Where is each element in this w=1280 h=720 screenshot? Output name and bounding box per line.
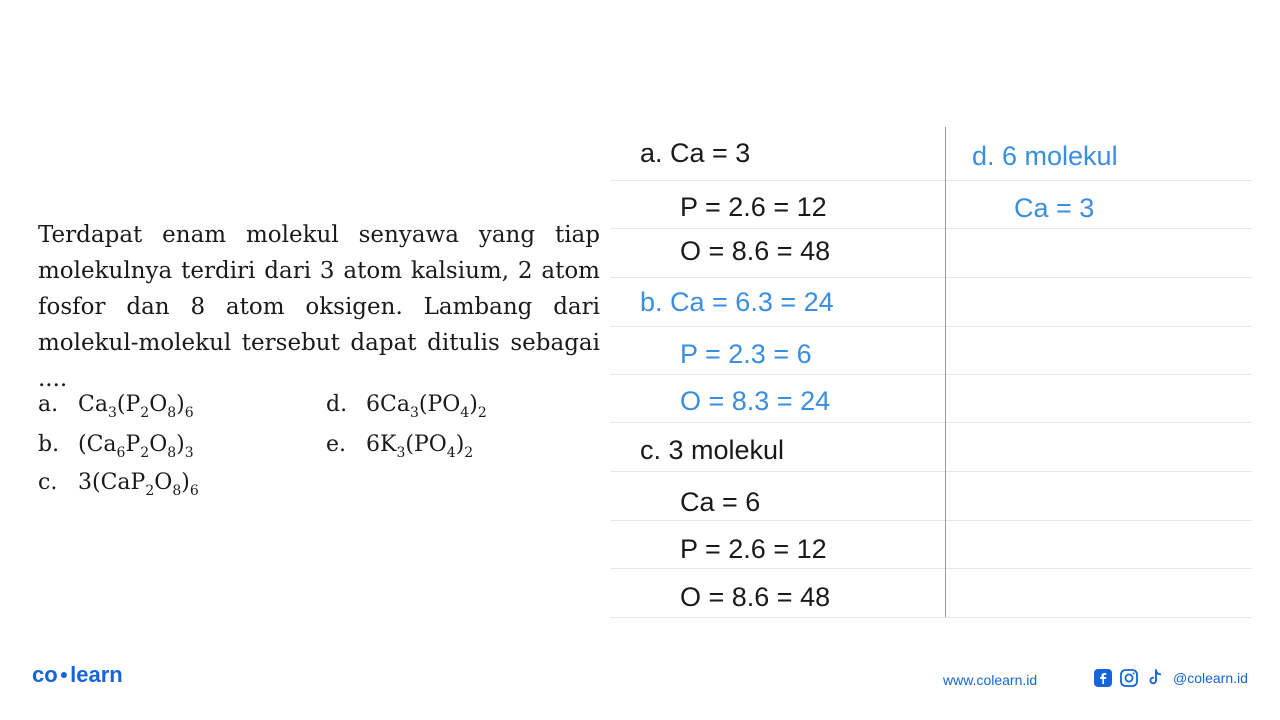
option-e-label: e. — [326, 432, 347, 457]
work-line-d-ca: Ca = 3 — [1014, 193, 1095, 223]
grid-rule — [610, 228, 1252, 229]
social-handle[interactable]: @colearn.id — [1173, 670, 1248, 686]
work-line-c-title: c. 3 molekul — [640, 435, 785, 465]
work-line-a-o: O = 8.6 = 48 — [680, 236, 831, 266]
grid-rule — [610, 471, 1252, 472]
grid-rule — [610, 520, 1252, 521]
question-text: Terdapat enam molekul senyawa yang tiap molekulnya terdiri dari 3 atom kalsium, 2 atom fosfor dan 8 atom oksigen. Lambang dari molekul-molekul tersebut dapat ditulis sebagai .... — [38, 222, 600, 392]
tiktok-icon[interactable] — [1145, 668, 1165, 688]
social-links — [1093, 668, 1248, 688]
footer-url[interactable]: www.colearn.id — [943, 672, 1038, 688]
instagram-icon[interactable] — [1119, 668, 1139, 688]
option-a: a. $Ca_3(P_2O_8)_6$ — [38, 392, 194, 421]
option-d-label: d. — [326, 392, 348, 417]
option-a-label: a. — [38, 392, 59, 417]
option-d: d. $6Ca_3(PO_4)_2$ — [326, 392, 487, 421]
work-line-a-p: P = 2.6 = 12 — [680, 192, 827, 222]
work-line-d-title: d. 6 molekul — [972, 141, 1118, 171]
column-divider — [945, 127, 946, 617]
grid-rule — [610, 422, 1252, 423]
option-b: b. $(Ca_6P_2O_8)_3$ — [38, 432, 194, 461]
option-c: c. $3(CaP_2O_8)_6$ — [38, 470, 199, 499]
work-line-b-p: P = 2.3 = 6 — [680, 339, 812, 369]
work-line-c-p: P = 2.6 = 12 — [680, 534, 827, 564]
work-line-c-o: O = 8.6 = 48 — [680, 582, 831, 612]
option-c-label: c. — [38, 470, 58, 495]
colearn-logo: co ●learn — [32, 662, 123, 687]
option-e: e. $6K_3(PO_4)_2$ — [326, 432, 474, 461]
facebook-icon[interactable] — [1093, 668, 1113, 688]
work-line-b-o: O = 8.3 = 24 — [680, 386, 831, 416]
work-line-b-ca: b. Ca = 6.3 = 24 — [640, 287, 834, 317]
grid-rule — [610, 617, 1252, 618]
work-line-c-ca: Ca = 6 — [680, 487, 761, 517]
grid-rule — [610, 277, 1252, 278]
grid-rule — [610, 180, 1252, 181]
grid-rule — [610, 374, 1252, 375]
grid-rule — [610, 568, 1252, 569]
work-line-a-ca: a. Ca = 3 — [640, 138, 751, 168]
grid-rule — [610, 326, 1252, 327]
option-b-label: b. — [38, 432, 60, 457]
